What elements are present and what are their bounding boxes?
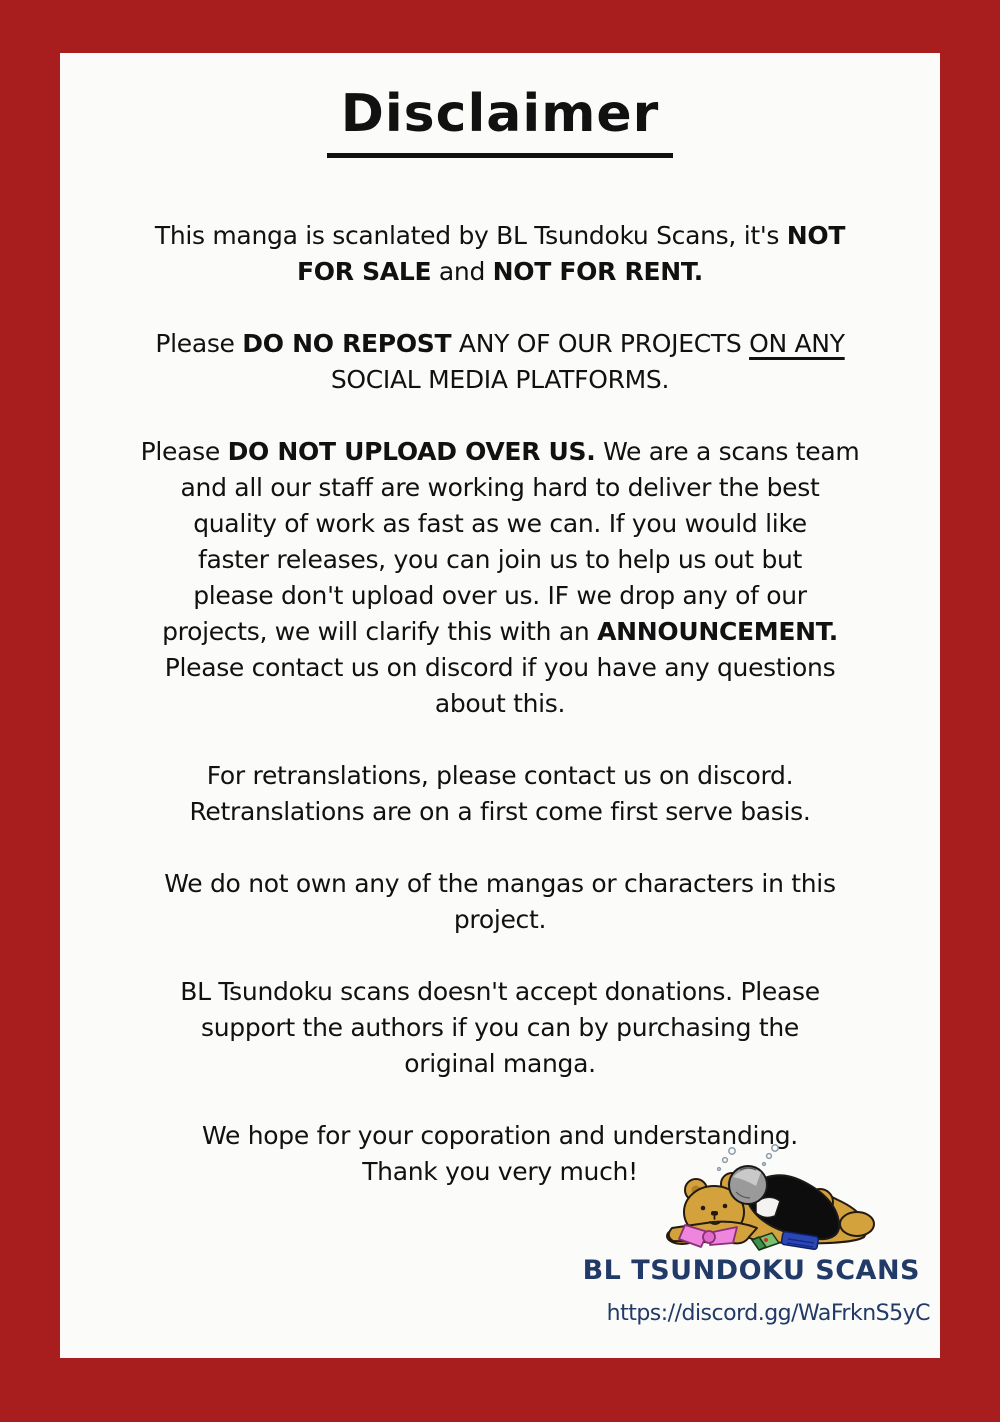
disclaimer-body bbox=[60, 218, 940, 1190]
discord-link[interactable]: https://discord.gg/WaFrknS5yC bbox=[606, 1301, 930, 1326]
paragraph: We do not own any of the mangas or characters in this project. bbox=[164, 869, 836, 935]
paragraph: Please DO NOT UPLOAD OVER US. We are a scans team and all our staff are working hard to deliver the best quality of work as fast as we can. If you would like faster releases, you can join us to help us out but please don't upload over us. IF we drop any of our projects, we will clarify this with an ANNOUNCEMENT. Please contact us on discord if you have any questions about this. bbox=[140, 437, 860, 719]
paragraph: This manga is scanlated by BL Tsundoku Scans, it's NOT FOR SALE and NOT FOR RENT. bbox=[154, 221, 846, 287]
title-block bbox=[60, 53, 940, 158]
paragraph: BL Tsundoku scans doesn't accept donations. Please support the authors if you can by purchasing the original manga. bbox=[180, 977, 820, 1079]
page-title: Disclaimer bbox=[327, 83, 674, 158]
sleeping-person-on-teddy-bear-icon bbox=[660, 1144, 884, 1258]
disclaimer-page bbox=[60, 53, 940, 1358]
paragraph: We hope for your coporation and understanding. Thank you very much! bbox=[202, 1121, 798, 1187]
paragraph: Please DO NO REPOST ANY OF OUR PROJECTS ON ANY SOCIAL MEDIA PLATFORMS. bbox=[155, 329, 845, 395]
paragraph: For retranslations, please contact us on discord. Retranslations are on a first come first serve basis. bbox=[189, 761, 811, 827]
team-name: BL TSUNDOKU SCANS bbox=[582, 1255, 920, 1286]
